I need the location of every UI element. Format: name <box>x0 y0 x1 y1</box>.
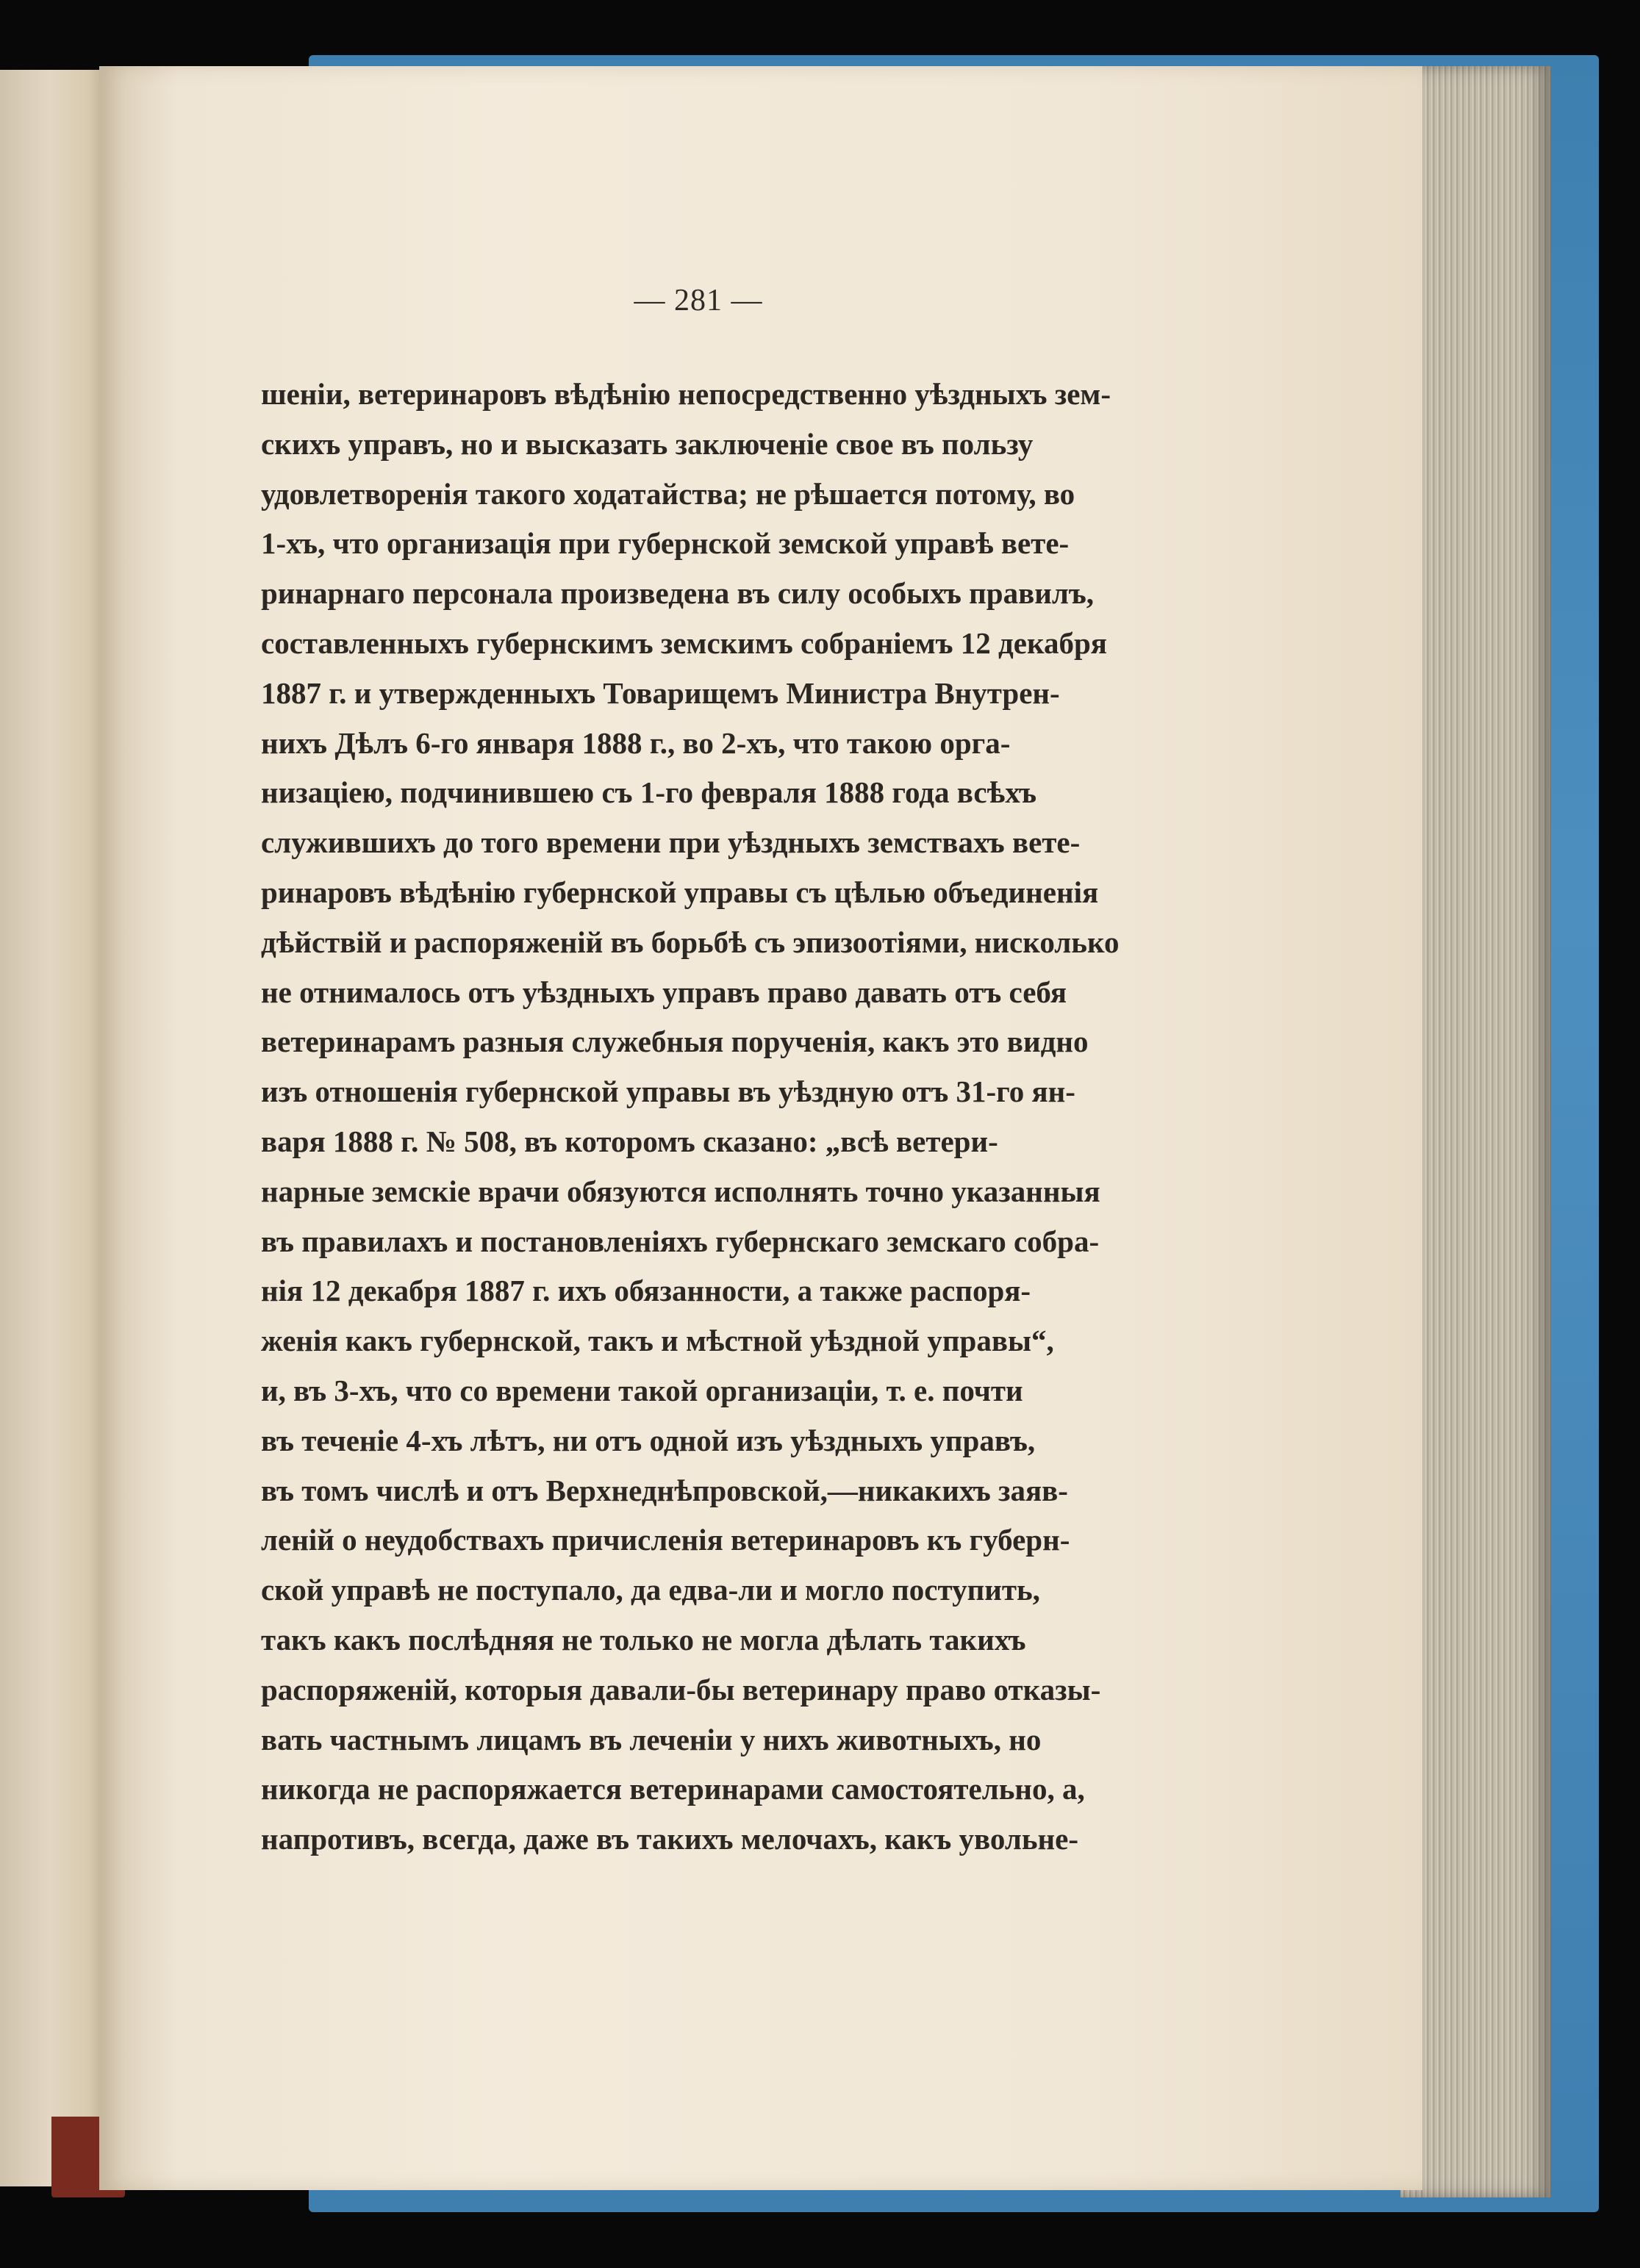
text-line: нія 12 декабря 1887 г. ихъ обязанности, а также распоря- <box>261 1274 1031 1308</box>
text-line: ринарнаго персонала произведена въ силу особыхъ правилъ, <box>261 576 1095 611</box>
text-line: въ правилахъ и постановленіяхъ губернскаго земскаго собра- <box>261 1224 1100 1258</box>
text-line: служившихъ до того времени при уѣздныхъ земствахъ вете- <box>261 825 1081 860</box>
text-line: такъ какъ послѣдняя не только не могла дѣлать такихъ <box>261 1622 1026 1657</box>
text-line: 1887 г. и утвержденныхъ Товарищемъ Министра Внутрен- <box>261 675 1060 710</box>
text-line: составленныхъ губернскимъ земскимъ собраніемъ 12 декабря <box>261 625 1107 660</box>
text-line: нихъ Дѣлъ 6-го января 1888 г., во 2-хъ, что такою орга- <box>261 725 1011 760</box>
text-line: и, въ 3-хъ, что со времени такой организаціи, т. е. почти <box>261 1373 1023 1407</box>
text-line: низаціею, подчинившею съ 1-го февраля 1888 года всѣхъ <box>261 775 1037 810</box>
text-line: ской управѣ не поступало, да едва-ли и могло поступить, <box>261 1573 1040 1607</box>
text-line: женія какъ губернской, такъ и мѣстной уѣздной управы“, <box>261 1324 1054 1358</box>
text-line: ветеринарамъ разныя служебныя порученія, какъ это видно <box>261 1024 1089 1059</box>
text-line: ринаровъ вѣдѣнію губернской управы съ цѣлью объединенія <box>261 875 1099 909</box>
text-line: 1-хъ, что организація при губернской земской управѣ вете- <box>261 526 1070 561</box>
text-line: варя 1888 г. № 508, въ которомъ сказано: „всѣ ветери- <box>261 1124 998 1158</box>
page-stack-edges <box>1400 66 1551 2197</box>
left-page-edge <box>0 70 110 2186</box>
text-line: въ теченіе 4-хъ лѣтъ, ни отъ одной изъ уѣздныхъ управъ, <box>261 1423 1036 1457</box>
text-line: напротивъ, всегда, даже въ такихъ мелочахъ, какъ увольне- <box>261 1822 1079 1856</box>
text-line: изъ отношенія губернской управы въ уѣздную отъ 31-го ян- <box>261 1074 1075 1109</box>
text-line: распоряженій, которыя давали-бы ветеринару право отказы- <box>261 1672 1101 1707</box>
text-line: леній о неудобствахъ причисленія ветеринаровъ къ губерн- <box>261 1523 1070 1557</box>
text-line: скихъ управъ, но и высказать заключеніе свое въ пользу <box>261 426 1034 461</box>
text-line: никогда не распоряжается ветеринарами самостоятельно, а, <box>261 1772 1085 1806</box>
text-line: удовлетворенія такого ходатайства; не рѣшается потому, во <box>261 476 1075 511</box>
page-number: — 281 — <box>634 284 763 317</box>
text-line: дѣйствій и распоряженій въ борьбѣ съ эпизоотіями, нисколько <box>261 925 1120 959</box>
text-line: нарные земскіе врачи обязуются исполнять точно указанныя <box>261 1174 1100 1208</box>
text-line: вать частнымъ лицамъ въ леченіи у нихъ животныхъ, но <box>261 1722 1042 1756</box>
page-body-text <box>261 370 1195 1865</box>
text-line: въ томъ числѣ и отъ Верхнеднѣпровской,—никакихъ заяв- <box>261 1473 1068 1507</box>
text-line: шеніи, ветеринаровъ вѣдѣнію непосредственно уѣздныхъ зем- <box>261 377 1111 411</box>
text-line: не отнималось отъ уѣздныхъ управъ право давать отъ себя <box>261 975 1067 1009</box>
